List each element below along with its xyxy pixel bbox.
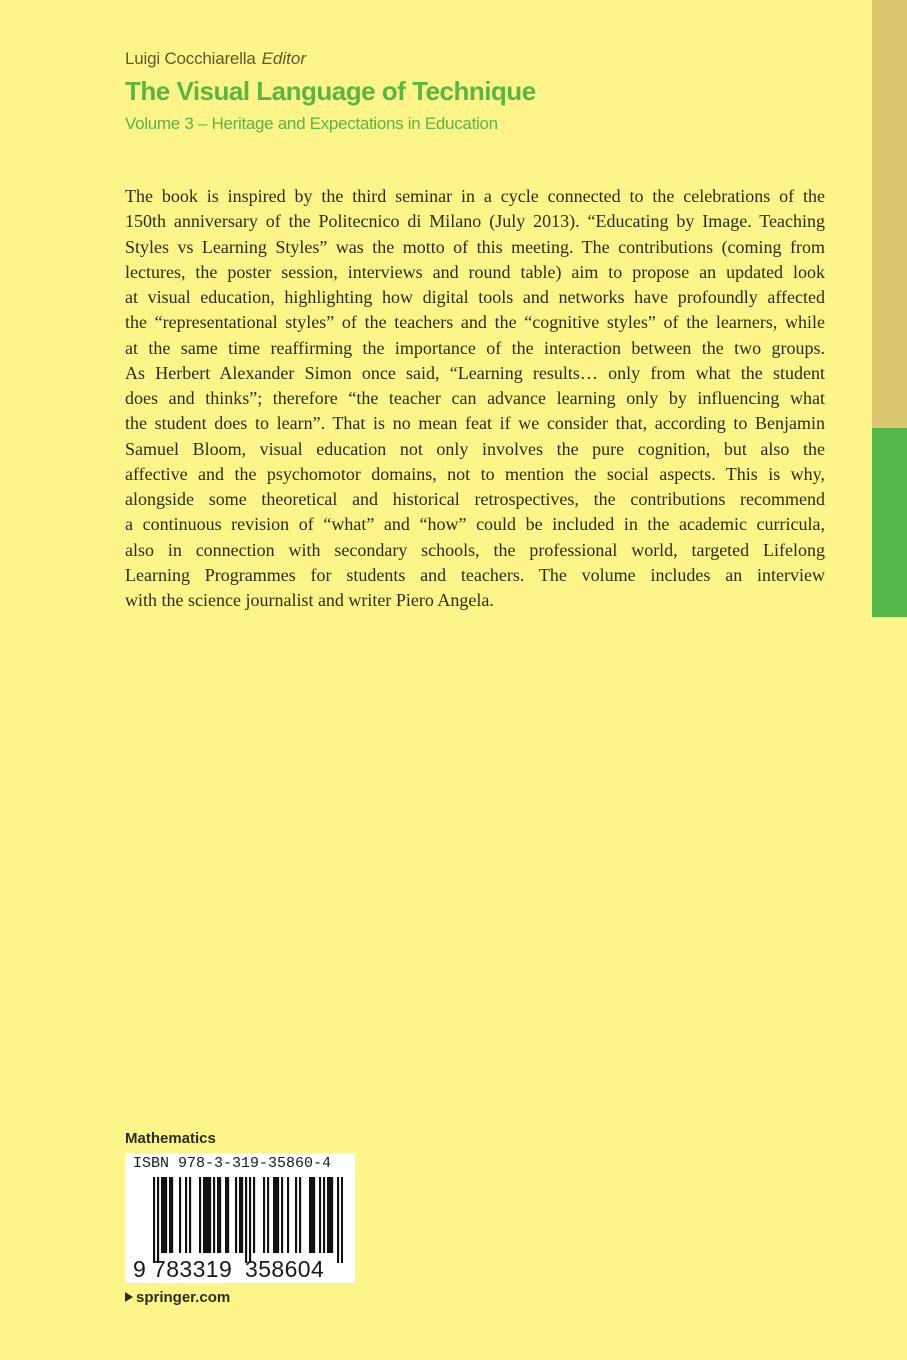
barcode-bar <box>157 1177 159 1263</box>
spine-green-band <box>872 428 907 617</box>
book-subtitle: Volume 3 – Heritage and Expectations in Education <box>125 114 498 133</box>
barcode-bar <box>309 1177 311 1253</box>
blurb-line: the student does to learn”. That is no mean feat if we consider that, according to Benjamin <box>125 413 825 434</box>
barcode-bar <box>165 1177 167 1253</box>
barcode-bar <box>263 1177 265 1253</box>
barcode-bar <box>327 1177 329 1253</box>
blurb-line: the “representational styles” of the teachers and the “cognitive styles” of the learners, while <box>125 312 825 333</box>
barcode-bar <box>331 1177 333 1253</box>
barcode-bar <box>267 1177 269 1253</box>
barcode-bar <box>311 1177 313 1253</box>
barcode-bar <box>241 1177 243 1253</box>
blurb-line: also in connection with secondary schools, the professional world, targeted Lifelong <box>125 539 825 560</box>
blurb-line: Samuel Bloom, visual education not only involves the pure cognition, but also the <box>125 438 825 459</box>
subject-category: Mathematics <box>125 1130 216 1147</box>
barcode-bar <box>249 1177 251 1263</box>
barcode-bar <box>227 1177 229 1253</box>
editor-name: Luigi Cocchiarella <box>125 49 256 68</box>
blurb-text <box>125 184 825 613</box>
barcode-bar <box>281 1177 283 1253</box>
barcode-bar <box>189 1177 191 1253</box>
barcode-bar <box>337 1177 339 1263</box>
barcode-bar <box>209 1177 211 1253</box>
barcode-bar <box>235 1177 237 1253</box>
barcode-bar <box>323 1177 325 1253</box>
barcode-bar <box>329 1177 331 1253</box>
barcode-bar <box>171 1177 173 1253</box>
barcode-bar <box>253 1177 255 1253</box>
barcode-bar <box>153 1177 155 1263</box>
barcode-bar <box>213 1177 215 1253</box>
barcode-bar <box>341 1177 343 1263</box>
publisher-link[interactable] <box>125 1289 230 1306</box>
barcode-bar <box>225 1177 227 1253</box>
barcode-bar <box>161 1177 163 1253</box>
ean-right-group: 358604 <box>245 1256 325 1282</box>
barcode-bar <box>319 1177 321 1253</box>
barcode-bar <box>203 1177 205 1253</box>
barcode-bar <box>295 1177 297 1253</box>
book-title: The Visual Language of Technique <box>125 76 536 106</box>
barcode-bar <box>169 1177 171 1253</box>
editor-line <box>125 49 306 69</box>
editor-role: Editor <box>261 49 307 68</box>
barcode-bar <box>199 1177 201 1253</box>
ean-left-group: 783319 <box>153 1256 233 1282</box>
barcode <box>125 1153 355 1283</box>
barcode-bar <box>207 1177 209 1253</box>
barcode-bar <box>313 1177 315 1253</box>
blurb-line: The book is inspired by the third seminar in a cycle connected to the celebrations of the <box>125 186 825 206</box>
blurb-line: alongside some theoretical and historical retrospectives, the contributions recommend <box>125 489 825 509</box>
blurb-line: at the same time reaffirming the importance of the interaction between the two groups. <box>125 337 825 358</box>
barcode-bar <box>277 1177 279 1253</box>
barcode-bar <box>205 1177 207 1253</box>
blurb-line: a continuous revision of “what” and “how” could be included in the academic curricula, <box>125 514 825 535</box>
blurb-line: does and thinks”; therefore “the teacher can advance learning only by influencing what <box>125 388 825 408</box>
blurb-line: 150th anniversary of the Politecnico di Milano (July 2013). “Educating by Image. Teaching <box>125 211 825 232</box>
blurb-line: Learning Programmes for students and teachers. The volume includes an interview <box>125 564 825 585</box>
barcode-bar <box>275 1177 277 1253</box>
blurb-line: Styles vs Learning Styles” was the motto of this meeting. The contributions (coming from <box>125 236 825 257</box>
blurb-line: at visual education, highlighting how digital tools and networks have profoundly affected <box>125 287 825 307</box>
barcode-bar <box>287 1177 289 1253</box>
barcode-bar <box>163 1177 165 1253</box>
ean-first-digit: 9 <box>133 1256 147 1282</box>
barcode-bar <box>273 1177 275 1253</box>
right-triangle-arrow-icon <box>125 1292 133 1302</box>
publisher-url: springer.com <box>136 1289 231 1306</box>
blurb-line: with the science journalist and writer Piero Angela. <box>125 590 494 610</box>
barcode-bar <box>245 1177 247 1263</box>
blurb-line: lectures, the poster session, interviews and round table) aim to propose an updated look <box>125 261 825 282</box>
blurb-line: As Herbert Alexander Simon once said, “Learning results… only from what the student <box>125 362 825 383</box>
barcode-bar <box>299 1177 301 1253</box>
spine-tan-band <box>872 0 907 428</box>
barcode-bar <box>217 1177 219 1253</box>
barcode-bar <box>179 1177 181 1253</box>
isbn-label: ISBN 978-3-319-35860-4 <box>133 1155 332 1172</box>
barcode-bar <box>239 1177 241 1253</box>
barcode-bar <box>185 1177 187 1253</box>
blurb-line: affective and the psychomotor domains, not to mention the social aspects. This is why, <box>125 463 825 484</box>
barcode-bar <box>219 1177 221 1253</box>
